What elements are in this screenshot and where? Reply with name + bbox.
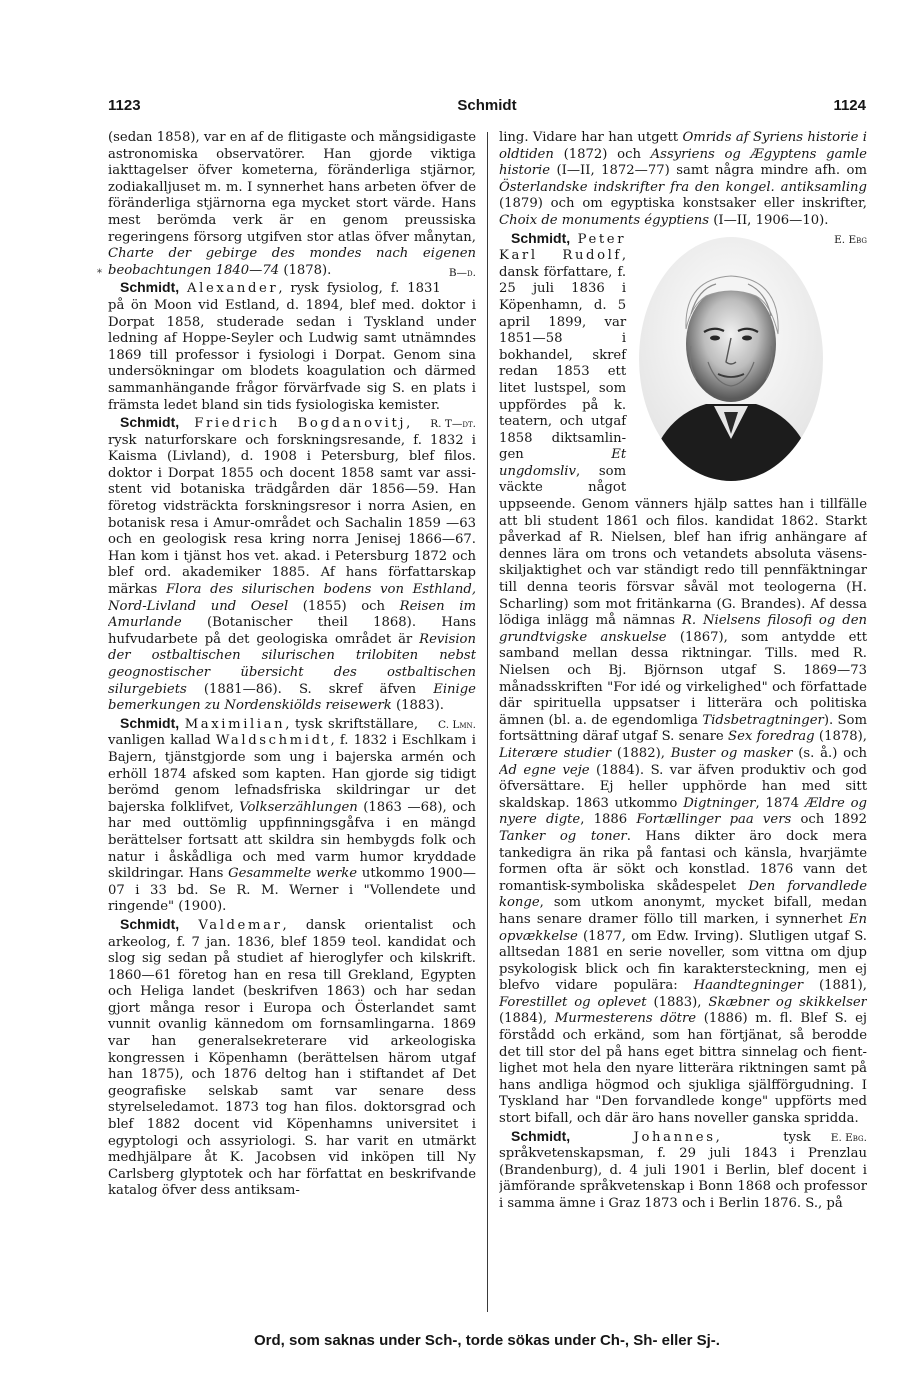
page-footer-note: Ord, som saknas under Sch-, torde sökas under Ch-, Sh- eller Sj-. (254, 1332, 720, 1349)
entry-text (179, 416, 194, 431)
entry-text: , 1886 (580, 812, 637, 828)
italic-title: Ældre og nyere digte (499, 795, 867, 828)
entry-text: (1878). (279, 262, 332, 278)
entry-text: (1881), (803, 978, 867, 994)
entry-text (179, 918, 198, 933)
italic-title: Literære studier (499, 745, 612, 761)
entry-text: , rysk fysiolog, f. 1831 på ön Moon vid Estland, d. 1894, blef med. doktor i Dorpat 1858, studerade sedan i Tyskland under ledning af Hoppe-Seyler och Ludwig samt utnämndes 1869 till professor i fysiologi i Dorpat. Genom sina undersökningar om blodets koagulation och därmed sammanhängande frågor förvärfvade sig S. en plats i främsta ledet bland sin tids fysiologiska kemister. (108, 281, 476, 413)
italic-title: En opvækkelse (499, 911, 867, 944)
italic-title: Gesammelte werke (228, 866, 358, 882)
entry-text: ling. Vidare har han utgett (499, 130, 683, 145)
italic-title: Flora des silurischen bodens von Esthland, Nord-Livland und Oesel (108, 582, 476, 614)
author-signature: C. Lmn. (438, 718, 476, 731)
dictionary-entry (108, 916, 476, 1200)
running-head (108, 94, 866, 118)
entry-text: (I—II, 1906—10). (709, 212, 829, 228)
entry-text: (1855) och (288, 598, 400, 614)
entry-text: (sedan 1858), var en af de flitigaste och mångsidigaste astronomiska observatörer. Han gjorde viktiga iakttagelser öfver kometerna, föränderliga stjärnor, zodiakalljuset m. m. I synnerhet hans arbeten öfver de föränderliga stjärnorna ega mycket stort värde. Hans mest berömda verk är en genom preussiska regeringens försorg utgifven stor atlas öfver månytan, (108, 130, 476, 245)
right-column (499, 130, 867, 1314)
entry-text: (1886) m. fl. Blef S. ej förstådd och erkänd, som han förtjänat, så berodde det till stor del på hans eget bittra sinnelag och fientlighet mot hela den nyare litterära riktningen samt på hans andliga högmod och sjukliga själfförgudning. I Tyskland har "Den forvandlede konge" uppförts med stort bifall, och där äro hans noveller ganska spridda. (499, 1011, 867, 1127)
entry-text: , f. 1832 i Eschlkam i Bajern, tjänstgjorde som ung i bajerska armén och erhöll 1874 afsked som kapten. Han gjorde sig tidigt berömd genom lefnadsfriska skildringar ur det bajerska folklifvet, (108, 733, 476, 815)
italic-title: Omrids af Syriens historie i oldtiden (499, 130, 867, 162)
spaced-name: Peter Karl Rudolf (499, 231, 627, 264)
entry-text: och 1892 (791, 812, 867, 828)
italic-title: Österlandske indskrifter fra den kongel. antiksamling (499, 179, 867, 195)
entry-text: (1881—86). S. skref äfven (186, 681, 434, 697)
italic-title: Volkserzählungen (239, 799, 358, 815)
entry-text: (s. å.) och (792, 745, 867, 761)
entry-text: , tysk skriftställare, vanligen kallad (108, 716, 419, 749)
headword: Schmidt, (120, 714, 180, 731)
italic-title: Choix de monuments égyptiens (499, 212, 710, 228)
entry-text (570, 232, 578, 247)
spaced-name: Valdemar (198, 917, 283, 933)
entry-text: (1882), (611, 745, 671, 761)
entry-text: , som väckte något uppseende. Genom vänners hjälp sattes han i tillfälle att bli student 1861 och filos. kandidat 1862. Starkt påverkad af R. Nielsen, blef han ifrig anhängare af dennes lära om trons och vetandets absoluta väsensskiljaktighet och var ständigt redo till pennfäktningar till denna teoris försvar såväl mot teologerna (H. Scharling) som mot fritänkarna (G. Brandes). Af dessa lödiga inlägg må nämnas (499, 463, 867, 629)
italic-title: Assyriens og Ægyptens gamle historie (499, 146, 867, 179)
spaced-name: Waldschmidt (215, 733, 331, 749)
author-signature: R. T—dt. (430, 418, 476, 431)
italic-title: Charte der gebirge des mondes nach eigenen beobachtungen 1840—74 (108, 246, 476, 278)
headword: Schmidt, (511, 229, 571, 246)
entry-text: , rysk naturforskare och forskningsresande, f. 1832 i Kaisma (Livland), d. 1908 i Petersburg, blef filos. doktor i Dorpat 1855 och docent 1858 samt var assistent vid botaniska trädgården där 1856—59. Han företog vidsträckta forskningsresor i norra Asien, en botanisk resa i Amur-området och Sachalin 1859 —63 och en geologisk resa kring norra Jenisej 1866—67. Han kom i tjänst hos vet. akad. i Petersburg 1872 och blef ord. akademiker 1885. Af hans författarskap märkas (108, 416, 476, 598)
portrait-image (636, 234, 826, 484)
page-number-right: 1124 (833, 97, 866, 114)
italic-title: Murmesterens dötre (554, 1011, 697, 1027)
entry-text: (1877, om Edw. Irving). Slutligen utgaf S. alltsedan 1881 en serie noveller, som vittna om djup psykologisk blick och fin karaktersteckning, men ej blefvo vidare populära: (499, 928, 867, 994)
entry-text: (Botanischer theil 1868). Hans hufvudarbete på det geologiska området är (108, 615, 476, 647)
spaced-name: Alexander (187, 281, 279, 297)
italic-title: Tidsbetragtninger (702, 712, 824, 728)
entry-text: , dansk författare, f. 25 juli 1836 i Köpenhamn, d. 5 april 1899, var 1851—58 i bokhandel, skref redan 1853 ett litet lustspel, som uppfördes på k. teatern, och utgaf 1858 diktsamlingen (499, 248, 627, 463)
entry-text: utkommo 1900—07 i 33 bd. Se R. M. Werner i "Vollendete und ringende" (1900). (108, 866, 476, 915)
italic-title: Haandtegninger (693, 978, 804, 994)
entry-text: , dansk orientalist och arkeolog, f. 7 jan. 1836, blef 1859 teol. kandidat och slog sig sedan på studiet af hieroglyfer och kilskrift. 1860—61 företog han en resa till Grekland, Egypten och Heliga landet (beskrifven 1863) och har sedan gjort många resor i Europa och Österlandet samt vunnit ovanlig kännedom om fornsamlingarna. 1869 var han generalsekreterare vid arkeologiska kongressen i Köpenhamn (berättelsen härom utgaf han 1875), och 1876 deltog han i stiftandet af Det geografiske selskab samt var senare dess styrelseledamot. 1873 tog han filos. doktorsgrad och blef 1882 docent vid Köpenhamns universitet i egyptologi och assyriologi. S. har varit en utmärkt medhjälpare åt K. Jacobsen vid inköpen till Ny Carlsberg glyptotek och har författat en beskrifvande katalog öfver dess antiksam- (108, 917, 476, 1199)
headword: Schmidt, (511, 1127, 571, 1144)
page-title: Schmidt (457, 97, 517, 114)
entry-text (179, 281, 187, 296)
entry-text: (1883), (646, 994, 709, 1010)
entry-text: . Hans dikter äro dock mera tankedigra än rika på fantasi och känsla, hvarjämte formen ofta är sökt och konstlad. 1876 vann det romantisk-symboliska skådespelet (499, 828, 867, 894)
italic-title: Skæbner og skikkelser (708, 994, 867, 1010)
entry-text: (1884), (499, 1011, 555, 1027)
entry-text: (1883). (391, 698, 444, 714)
italic-title: Ad egne veje (499, 762, 590, 778)
entry-text (570, 1130, 634, 1145)
spaced-name: Johannes (633, 1129, 716, 1145)
author-signature: E. Ebg. (830, 1131, 867, 1144)
italic-title: Et ungdomsliv (499, 447, 627, 479)
entry-text: , 1874 (755, 795, 805, 811)
entry-text: (1867), som antydde ett samband mellan dessa riktningar. Tills. med R. Nielsen och Bj. Björnson utgaf S. 1869—73 månadsskriften "For idé og virkelighed" och författade där spirituella uppsatser i litterära och politiska ämnen (bl. a. de egendomliga (499, 629, 867, 728)
italic-title: Buster og masker (670, 745, 793, 761)
entry-text: (1863 —68), och har med outtömlig uppfinningsgåfva i en mängd berättelser fortsatt att skildra sin hembygds folk och natur i åskådliga och med varm humor kryddade skildringar. Hans (108, 799, 476, 882)
entry-text: (I—II, 1872—77) samt några mindre afh. om (550, 163, 867, 179)
italic-title: Einige bemerkungen zu Nordenskiölds reisewerk (108, 681, 476, 714)
spaced-name: Friedrich Bogdanovitj (194, 416, 407, 432)
entry-text: (1879) och om egyptiska konstsaker eller inskrifter, (499, 196, 867, 212)
entry-text: (1872) och (553, 146, 651, 162)
page-number-left: 1123 (108, 97, 141, 114)
italic-title: Sex foredrag (728, 729, 815, 745)
spaced-name: Maximilian (184, 716, 286, 732)
italic-title: Tanker og toner (499, 828, 627, 844)
entry-text: (1878), (814, 729, 867, 745)
headword: Schmidt, (120, 414, 180, 431)
left-column (108, 130, 476, 1314)
entry-text: ). Som fortsättning däraf utgaf S. senare (499, 712, 867, 745)
entry-continuation (108, 130, 476, 279)
entry-text: , tysk språkvetenskapsman, f. 29 juli 1843 i Prenzlau (Brandenburg), d. 4 juli 1901 i Berlin, blef docent i jämförande språkvetenskap i Bonn 1868 och professor i samma ämne i Graz 1873 och i Berlin 1876. S., på (499, 1129, 867, 1211)
headword: Schmidt, (120, 915, 180, 932)
headword: Schmidt, (120, 279, 180, 296)
entry-text: , som utkom anonymt, mycket bifall, medan hans senare dramer föllo till marken, i synnerhet (499, 895, 867, 927)
italic-title: R. Nielsens filosofi og den grundtvigske anskuelse (499, 613, 867, 645)
author-signature: B—d. (448, 266, 476, 279)
italic-title: Forestillet og oplevet (499, 994, 647, 1010)
margin-mark: * (97, 268, 102, 279)
italic-title: Den forvandlede konge (499, 878, 867, 911)
column-rule (487, 132, 488, 1312)
dictionary-entry (108, 715, 476, 916)
dictionary-entry (499, 1128, 867, 1213)
entry-text: (1884). S. var äfven produktiv och god öfversättare. Ej heller upphörde han med sitt skaldskap. 1863 utkommo (499, 762, 867, 811)
italic-title: Fortællinger paa vers (636, 812, 792, 828)
italic-title: Reisen im Amurlande (108, 598, 476, 631)
italic-title: Revision der ostbaltischen silurischen trilobiten nebst geognostischer übersicht des ostbaltischen silurgebiets (108, 631, 476, 697)
italic-title: Digtninger (683, 795, 756, 811)
author-signature: E. Ebg (834, 233, 867, 246)
